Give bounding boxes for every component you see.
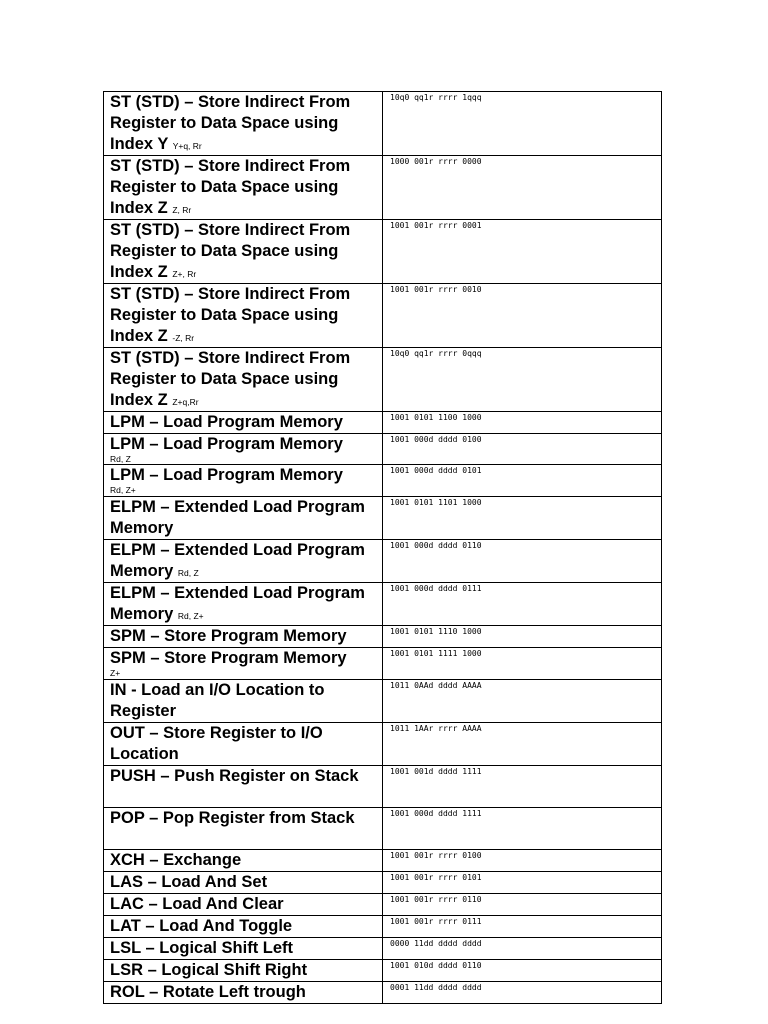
instruction-title: PUSH – Push Register on Stack bbox=[110, 767, 359, 785]
opcode-value: 1001 000d dddd 0111 bbox=[390, 584, 482, 593]
instruction-cell bbox=[104, 808, 383, 850]
opcode-value: 1001 000d dddd 0101 bbox=[390, 466, 482, 475]
opcode-value: 1001 001r rrrr 0001 bbox=[390, 221, 482, 230]
instruction-description bbox=[104, 412, 382, 433]
opcode-cell bbox=[383, 626, 662, 648]
instruction-cell bbox=[104, 648, 383, 680]
instruction-operands: Z, Rr bbox=[172, 205, 192, 215]
instruction-title: ST (STD) – Store Indirect From Register to Data Space using Index Z bbox=[110, 221, 351, 281]
instruction-cell bbox=[104, 894, 383, 916]
opcode-cell bbox=[383, 680, 662, 723]
instruction-description bbox=[104, 872, 382, 893]
instruction-description bbox=[104, 465, 382, 495]
instruction-title: ST (STD) – Store Indirect From Register to Data Space using Index Z bbox=[110, 285, 351, 345]
opcode-value: 1001 000d dddd 1111 bbox=[390, 809, 482, 818]
opcode-cell bbox=[383, 960, 662, 982]
table-row bbox=[104, 766, 662, 808]
instruction-cell bbox=[104, 465, 383, 497]
instruction-cell bbox=[104, 284, 383, 348]
instruction-description bbox=[104, 723, 382, 765]
instruction-table-body bbox=[104, 92, 662, 1004]
instruction-title: POP – Pop Register from Stack bbox=[110, 809, 355, 827]
instruction-description bbox=[104, 348, 382, 411]
opcode-cell bbox=[383, 894, 662, 916]
opcode-value: 1001 000d dddd 0110 bbox=[390, 541, 482, 550]
instruction-cell bbox=[104, 766, 383, 808]
table-row bbox=[104, 348, 662, 412]
instruction-description bbox=[104, 626, 382, 647]
instruction-title: LPM – Load Program Memory bbox=[110, 413, 343, 431]
instruction-description bbox=[104, 434, 382, 464]
opcode-value: 1001 000d dddd 0100 bbox=[390, 435, 482, 444]
instruction-title: LAC – Load And Clear bbox=[110, 895, 284, 913]
table-row bbox=[104, 872, 662, 894]
table-row bbox=[104, 284, 662, 348]
table-row bbox=[104, 220, 662, 284]
instruction-title: LPM – Load Program Memory bbox=[110, 466, 343, 484]
instruction-title: ST (STD) – Store Indirect From Register to Data Space using Index Z bbox=[110, 349, 351, 409]
opcode-cell bbox=[383, 648, 662, 680]
instruction-operands: Rd, Z bbox=[110, 454, 131, 464]
instruction-description bbox=[104, 960, 382, 981]
table-row bbox=[104, 960, 662, 982]
opcode-value: 0001 11dd dddd dddd bbox=[390, 983, 482, 992]
instruction-title: LPM – Load Program Memory bbox=[110, 435, 343, 453]
table-row bbox=[104, 156, 662, 220]
opcode-value: 1001 0101 1111 1000 bbox=[390, 649, 482, 658]
table-row bbox=[104, 434, 662, 465]
table-row bbox=[104, 583, 662, 626]
instruction-title: ROL – Rotate Left trough bbox=[110, 983, 306, 1001]
opcode-cell bbox=[383, 156, 662, 220]
opcode-value: 10q0 qq1r rrrr 0qqq bbox=[390, 349, 482, 358]
opcode-value: 1001 001r rrrr 0110 bbox=[390, 895, 482, 904]
opcode-value: 1001 001d dddd 1111 bbox=[390, 767, 482, 776]
instruction-description bbox=[104, 220, 382, 283]
table-row bbox=[104, 626, 662, 648]
opcode-cell bbox=[383, 916, 662, 938]
opcode-cell bbox=[383, 850, 662, 872]
instruction-cell bbox=[104, 723, 383, 766]
instruction-description bbox=[104, 916, 382, 937]
table-row bbox=[104, 680, 662, 723]
instruction-title: SPM – Store Program Memory bbox=[110, 627, 347, 645]
instruction-description bbox=[104, 156, 382, 219]
opcode-cell bbox=[383, 766, 662, 808]
instruction-cell bbox=[104, 960, 383, 982]
instruction-description bbox=[104, 583, 382, 625]
opcode-cell bbox=[383, 808, 662, 850]
opcode-value: 1011 0AAd dddd AAAA bbox=[390, 681, 482, 690]
instruction-operands: Rd, Z+ bbox=[177, 611, 204, 621]
instruction-cell bbox=[104, 540, 383, 583]
opcode-cell bbox=[383, 723, 662, 766]
instruction-operands: -Z, Rr bbox=[172, 333, 195, 343]
instruction-cell bbox=[104, 916, 383, 938]
table-row bbox=[104, 497, 662, 540]
instruction-operands: Z+q,Rr bbox=[172, 397, 199, 407]
opcode-cell bbox=[383, 412, 662, 434]
instruction-description bbox=[104, 92, 382, 155]
opcode-cell bbox=[383, 220, 662, 284]
instruction-cell bbox=[104, 982, 383, 1004]
opcode-cell bbox=[383, 938, 662, 960]
table-row bbox=[104, 723, 662, 766]
opcode-value: 1001 0101 1100 1000 bbox=[390, 413, 482, 422]
instruction-cell bbox=[104, 412, 383, 434]
instruction-title: ELPM – Extended Load Program Memory bbox=[110, 584, 365, 623]
opcode-value: 1001 0101 1110 1000 bbox=[390, 627, 482, 636]
opcode-cell bbox=[383, 348, 662, 412]
instruction-title: ST (STD) – Store Indirect From Register to Data Space using Index Y bbox=[110, 93, 351, 153]
instruction-title: ST (STD) – Store Indirect From Register to Data Space using Index Z bbox=[110, 157, 351, 217]
opcode-value: 1001 001r rrrr 0100 bbox=[390, 851, 482, 860]
instruction-description bbox=[104, 540, 382, 582]
instruction-description bbox=[104, 850, 382, 871]
opcode-value: 10q0 qq1r rrrr 1qqq bbox=[390, 93, 482, 102]
instruction-cell bbox=[104, 680, 383, 723]
instruction-title: LSR – Logical Shift Right bbox=[110, 961, 308, 979]
instruction-description bbox=[104, 766, 382, 787]
instruction-title: SPM – Store Program Memory bbox=[110, 649, 347, 667]
instruction-operands: Rd, Z+ bbox=[110, 485, 136, 495]
instruction-title: IN - Load an I/O Location to Register bbox=[110, 681, 325, 720]
instruction-cell bbox=[104, 434, 383, 465]
instruction-operands: Z+ bbox=[110, 668, 121, 678]
opcode-value: 1001 001r rrrr 0010 bbox=[390, 285, 482, 294]
instruction-cell bbox=[104, 497, 383, 540]
instruction-cell bbox=[104, 938, 383, 960]
table-row bbox=[104, 648, 662, 680]
instruction-table bbox=[103, 91, 662, 1004]
instruction-title: ELPM – Extended Load Program Memory bbox=[110, 541, 365, 580]
instruction-cell bbox=[104, 220, 383, 284]
opcode-cell bbox=[383, 872, 662, 894]
opcode-cell bbox=[383, 465, 662, 497]
opcode-value: 1001 0101 1101 1000 bbox=[390, 498, 482, 507]
instruction-cell bbox=[104, 583, 383, 626]
table-row bbox=[104, 465, 662, 497]
table-row bbox=[104, 982, 662, 1004]
instruction-description bbox=[104, 648, 382, 678]
table-row bbox=[104, 894, 662, 916]
instruction-title: LAS – Load And Set bbox=[110, 873, 268, 891]
instruction-description bbox=[104, 680, 382, 722]
instruction-description bbox=[104, 982, 382, 1003]
opcode-cell bbox=[383, 982, 662, 1004]
instruction-description bbox=[104, 808, 382, 829]
instruction-description bbox=[104, 894, 382, 915]
instruction-description bbox=[104, 497, 382, 539]
instruction-operands: Rd, Z bbox=[177, 568, 199, 578]
instruction-operands: Y+q, Rr bbox=[172, 141, 202, 151]
instruction-cell bbox=[104, 156, 383, 220]
instruction-cell bbox=[104, 348, 383, 412]
opcode-cell bbox=[383, 92, 662, 156]
instruction-description bbox=[104, 938, 382, 959]
instruction-cell bbox=[104, 872, 383, 894]
opcode-value: 1001 001r rrrr 0101 bbox=[390, 873, 482, 882]
opcode-cell bbox=[383, 497, 662, 540]
opcode-cell bbox=[383, 583, 662, 626]
instruction-cell bbox=[104, 626, 383, 648]
opcode-value: 0000 11dd dddd dddd bbox=[390, 939, 482, 948]
opcode-value: 1001 010d dddd 0110 bbox=[390, 961, 482, 970]
table-row bbox=[104, 92, 662, 156]
instruction-cell bbox=[104, 92, 383, 156]
table-row bbox=[104, 412, 662, 434]
table-row bbox=[104, 850, 662, 872]
opcode-value: 1001 001r rrrr 0111 bbox=[390, 917, 482, 926]
instruction-cell bbox=[104, 850, 383, 872]
table-row bbox=[104, 916, 662, 938]
instruction-title: LAT – Load And Toggle bbox=[110, 917, 293, 935]
instruction-title: XCH – Exchange bbox=[110, 851, 242, 869]
instruction-title: LSL – Logical Shift Left bbox=[110, 939, 294, 957]
opcode-value: 1000 001r rrrr 0000 bbox=[390, 157, 482, 166]
opcode-cell bbox=[383, 284, 662, 348]
table-row bbox=[104, 540, 662, 583]
instruction-operands: Z+, Rr bbox=[172, 269, 197, 279]
instruction-title: ELPM – Extended Load Program Memory bbox=[110, 498, 365, 537]
opcode-cell bbox=[383, 540, 662, 583]
opcode-cell bbox=[383, 434, 662, 465]
table-row bbox=[104, 808, 662, 850]
instruction-title: OUT – Store Register to I/O Location bbox=[110, 724, 323, 763]
instruction-description bbox=[104, 284, 382, 347]
table-row bbox=[104, 938, 662, 960]
opcode-value: 1011 1AAr rrrr AAAA bbox=[390, 724, 482, 733]
